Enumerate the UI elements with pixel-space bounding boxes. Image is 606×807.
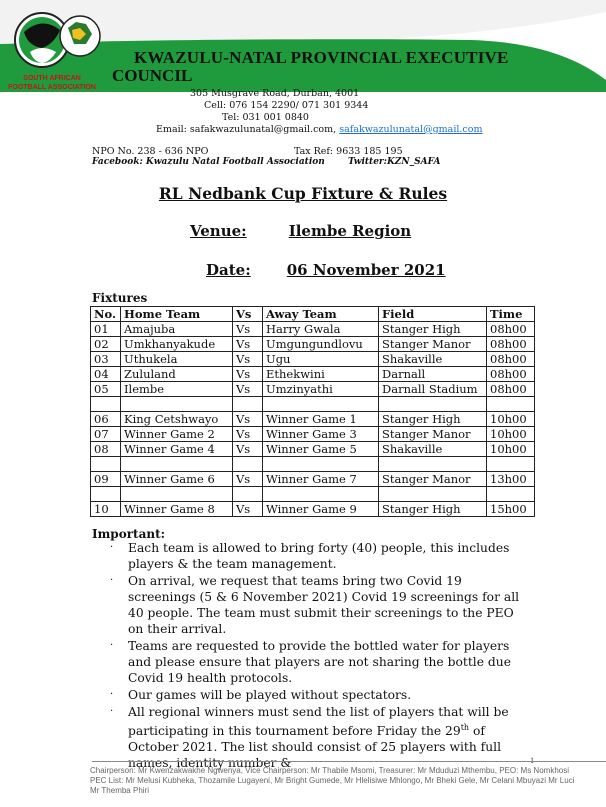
table-cell: [121, 487, 233, 502]
rule-item: [92, 540, 532, 572]
rule-text-end: of October 2021. The list should consist of 25 players with full names, identity number &: [128, 724, 502, 771]
bullet-icon: ·: [110, 706, 114, 717]
venue-label: Venue:: [190, 222, 247, 240]
table-cell: Amajuba: [121, 322, 233, 337]
table-cell: [233, 457, 263, 472]
table-cell: Shakaville: [379, 352, 487, 367]
table-cell: [121, 457, 233, 472]
table-cell: Stanger High: [379, 412, 487, 427]
date-label: Date:: [206, 261, 251, 279]
table-cell: Vs: [233, 382, 263, 397]
table-cell: Winner Game 1: [263, 412, 379, 427]
table-row: [91, 412, 535, 427]
table-cell: [487, 457, 535, 472]
date-line: [206, 261, 446, 279]
table-cell: Winner Game 9: [263, 502, 379, 517]
table-cell: [121, 397, 233, 412]
footer-line3: Mr Themba Phiri: [90, 786, 149, 795]
table-cell: Vs: [233, 412, 263, 427]
table-cell: 08h00: [487, 382, 535, 397]
table-cell: Umzinyathi: [263, 382, 379, 397]
footer-line2: PEC List: Mr Melusi Kubheka, Thozamile Lugayeni, Mr Bright Gumede, Mr Hlelisiwe Mhlongo, Mr Bheki Gele, Mr Celani Mbuyazi Mr Luci: [90, 776, 575, 785]
address: 305 Musgrave Road, Durban, 4001: [190, 88, 360, 99]
fixtures-col-header: No.: [91, 307, 121, 322]
table-cell: Umgungundlovu: [263, 337, 379, 352]
bullet-icon: ·: [110, 542, 114, 553]
table-cell: [379, 487, 487, 502]
table-cell: [263, 397, 379, 412]
table-cell: King Cetshwayo: [121, 412, 233, 427]
fixtures-table: [90, 306, 535, 517]
rule-text: Each team is allowed to bring forty (40) people, this includes players & the team management.: [128, 541, 510, 571]
table-row: [91, 382, 535, 397]
fixtures-col-header: Vs: [233, 307, 263, 322]
footer-divider: [92, 761, 606, 762]
bullet-icon: ·: [110, 575, 114, 586]
table-row: [91, 322, 535, 337]
table-cell: 07: [91, 427, 121, 442]
org-title-line1: KWAZULU-NATAL PROVINCIAL EXECUTIVE: [134, 48, 509, 67]
table-row: [91, 337, 535, 352]
document-title: RL Nedbank Cup Fixture & Rules: [158, 184, 448, 203]
table-cell: 13h00: [487, 472, 535, 487]
table-cell: 10: [91, 502, 121, 517]
org-title-line2: COUNCIL: [112, 66, 193, 85]
table-row: [91, 442, 535, 457]
table-row: [91, 352, 535, 367]
table-cell: [233, 397, 263, 412]
npo-number: NPO No. 238 - 636 NPO: [92, 146, 209, 157]
table-cell: [91, 397, 121, 412]
table-cell: Ilembe: [121, 382, 233, 397]
table-cell: 08h00: [487, 352, 535, 367]
table-cell: Umkhanyakude: [121, 337, 233, 352]
table-cell: [233, 487, 263, 502]
venue-line: [190, 222, 411, 240]
table-cell: Vs: [233, 352, 263, 367]
facebook-handle: Facebook: Kwazulu Natal Football Association: [92, 157, 325, 167]
table-cell: Zululand: [121, 367, 233, 382]
table-cell: 15h00: [487, 502, 535, 517]
table-cell: [263, 487, 379, 502]
logo-caption-line1: SOUTH AFRICAN: [23, 75, 81, 82]
table-cell: Winner Game 3: [263, 427, 379, 442]
table-cell: Winner Game 8: [121, 502, 233, 517]
fixtures-col-header: Field: [379, 307, 487, 322]
table-cell: [379, 457, 487, 472]
table-cell: Stanger High: [379, 502, 487, 517]
rule-item: [92, 573, 532, 637]
table-row: [91, 457, 535, 472]
table-cell: [487, 397, 535, 412]
table-cell: 08h00: [487, 322, 535, 337]
rule-text-sup: th: [460, 723, 470, 732]
important-label: Important:: [92, 527, 166, 541]
table-cell: 05: [91, 382, 121, 397]
table-cell: Ethekwini: [263, 367, 379, 382]
table-cell: Winner Game 4: [121, 442, 233, 457]
table-cell: Darnall Stadium: [379, 382, 487, 397]
logo-caption-line2: FOOTBALL ASSOCIATION: [8, 84, 96, 91]
table-cell: Vs: [233, 367, 263, 382]
table-cell: 08: [91, 442, 121, 457]
fixtures-col-header: Away Team: [263, 307, 379, 322]
table-cell: Winner Game 5: [263, 442, 379, 457]
footer-line1: Chairperson: Mr Kwenzakwakhe Ngwenya, Vice Chairperson: Mr Thabile Msomi, Treasurer: Mr Mduduzi Mthembu, PEO: Ms Nomkhosi: [90, 766, 569, 775]
table-cell: Winner Game 2: [121, 427, 233, 442]
table-row: [91, 367, 535, 382]
table-cell: Stanger Manor: [379, 337, 487, 352]
table-cell: 04: [91, 367, 121, 382]
fixtures-col-header: Home Team: [121, 307, 233, 322]
table-cell: Ugu: [263, 352, 379, 367]
table-cell: Vs: [233, 427, 263, 442]
table-cell: 10h00: [487, 442, 535, 457]
email-text: Email: safakwazulunatal@gmail.com,: [156, 124, 337, 135]
table-cell: Winner Game 7: [263, 472, 379, 487]
cell-number: Cell: 076 154 2290/ 071 301 9344: [204, 100, 369, 111]
table-cell: 10h00: [487, 427, 535, 442]
rule-text: On arrival, we request that teams bring two Covid 19 screenings (5 & 6 November 2021) Covid 19 screenings for all 40 people. The team must submit their screenings to the PEO on their arrival.: [128, 574, 520, 636]
table-row: [91, 487, 535, 502]
table-row: [91, 397, 535, 412]
table-cell: 03: [91, 352, 121, 367]
email-link[interactable]: safakwazulunatal@gmail.com: [339, 124, 483, 135]
table-cell: 01: [91, 322, 121, 337]
bullet-icon: ·: [110, 689, 114, 700]
table-cell: [263, 457, 379, 472]
rule-item: [92, 638, 532, 686]
table-cell: Vs: [233, 322, 263, 337]
table-cell: Winner Game 6: [121, 472, 233, 487]
rule-item: [92, 687, 532, 703]
footer-text: [90, 766, 606, 796]
table-row: [91, 427, 535, 442]
table-cell: 08h00: [487, 337, 535, 352]
table-cell: 10h00: [487, 412, 535, 427]
tax-ref: Tax Ref: 9633 185 195: [294, 146, 403, 157]
tel-number: Tel: 031 001 0840: [222, 112, 309, 123]
table-cell: 09: [91, 472, 121, 487]
table-cell: [379, 397, 487, 412]
table-cell: [91, 457, 121, 472]
table-cell: Vs: [233, 337, 263, 352]
table-cell: Stanger High: [379, 322, 487, 337]
fixtures-header-row: [91, 307, 535, 322]
venue-value: Ilembe Region: [288, 222, 412, 240]
email-line: [156, 124, 482, 136]
table-cell: 08h00: [487, 367, 535, 382]
table-cell: 06: [91, 412, 121, 427]
table-cell: [487, 487, 535, 502]
rule-text-start: All regional winners must send the list of players that will be participating in this tournament before Friday the 29: [128, 705, 509, 739]
table-row: [91, 472, 535, 487]
date-value: 06 November 2021: [286, 261, 446, 279]
fixtures-col-header: Time: [487, 307, 535, 322]
table-cell: [91, 487, 121, 502]
logo-caption: [4, 74, 100, 92]
table-cell: Uthukela: [121, 352, 233, 367]
fixtures-label: Fixtures: [92, 291, 148, 305]
table-cell: Shakaville: [379, 442, 487, 457]
table-cell: Stanger Manor: [379, 427, 487, 442]
rules-list: [92, 540, 535, 772]
page-number: 1: [530, 757, 535, 765]
table-row: [91, 502, 535, 517]
twitter-handle: Twitter:KZN_SAFA: [348, 157, 441, 167]
table-cell: Stanger Manor: [379, 472, 487, 487]
table-cell: Harry Gwala: [263, 322, 379, 337]
table-cell: Vs: [233, 442, 263, 457]
table-cell: 02: [91, 337, 121, 352]
table-cell: Darnall: [379, 367, 487, 382]
rule-text: Teams are requested to provide the bottled water for players and please ensure that players are not sharing the bottle due Covid 19 health protocols.: [128, 639, 511, 685]
table-cell: Vs: [233, 472, 263, 487]
rule-text: Our games will be played without spectators.: [128, 688, 412, 702]
table-cell: Vs: [233, 502, 263, 517]
bullet-icon: ·: [110, 640, 114, 651]
